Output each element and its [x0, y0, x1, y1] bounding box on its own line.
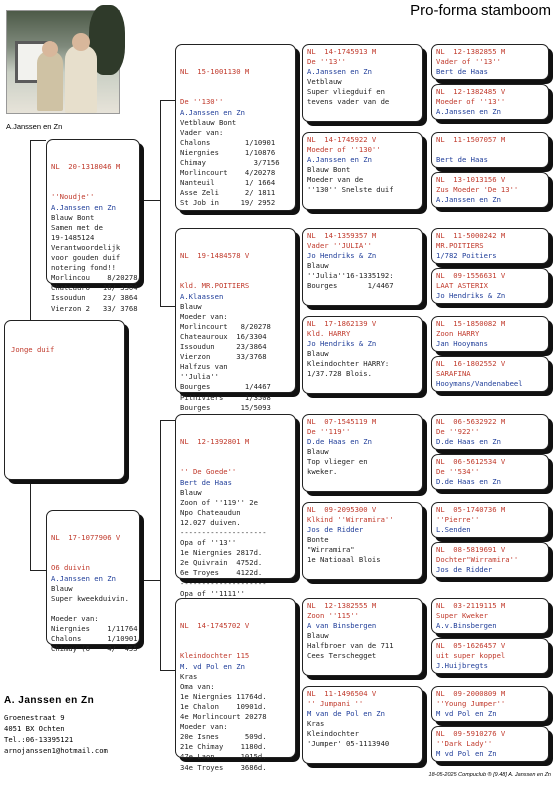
card-text-line: Samen met de — [51, 222, 103, 232]
card-text-line: De ''130'' — [180, 97, 224, 107]
card-text-line: '' De Goede'' — [180, 467, 237, 477]
ring-number: NL 11-1496504 V — [307, 689, 377, 698]
ring-number: NL 09-2000809 M — [436, 689, 506, 698]
owner-email[interactable]: arnojanssen1@hotmail.com — [4, 746, 108, 755]
card-text-line: Vader of ''13'' — [436, 57, 501, 67]
card-text-line: 19-1485124 — [51, 232, 95, 242]
card-text-line: Asse Zeli 2/ 1811 — [180, 188, 276, 198]
card-text-line: Zoon HARRY — [436, 329, 480, 339]
photo-caption: A.Janssen en Zn — [6, 122, 63, 131]
card-text-line: Bourges 1/4467 — [180, 382, 271, 392]
card-text-line: Kras — [180, 671, 198, 681]
card-text-line: Kld. HARRY — [307, 329, 351, 339]
card-text-line: Zus Moeder 'De 13'' — [436, 185, 519, 195]
pedigree-card-gggp[interactable] — [431, 414, 549, 450]
card-text-line: A.Janssen en Zn — [436, 195, 501, 205]
card-text-line: A.Janssen en Zn — [180, 107, 245, 117]
card-text-line: 2e Quivrain 4752d. — [180, 558, 263, 568]
card-text-line: 1e Chalon 10901d. — [180, 701, 267, 711]
card-text-line: D.de Haas en Zn — [307, 437, 372, 447]
ring-number: NL 07-1545119 M — [307, 417, 377, 426]
pedigree-card-grandmother-maternal[interactable] — [175, 598, 296, 772]
card-text-line: St Job in 19/ 2952 — [180, 198, 276, 208]
pedigree-card-gggp[interactable] — [431, 356, 549, 392]
card-text-line: Moeder of ''13'' — [436, 97, 506, 107]
card-text-line: Bourges 1/4467 — [307, 281, 394, 291]
card-text-line: Bert de Haas — [436, 155, 488, 165]
card-text-line: Blauw Bont — [51, 212, 95, 222]
card-text-line: Kld. MR.POITIERS — [180, 281, 250, 291]
pedigree-card-gggp[interactable] — [431, 44, 549, 80]
card-text-line: Pithiviers 1/3508 — [180, 392, 271, 402]
card-text-line: ''Noudje'' — [51, 192, 95, 202]
card-text-line: MR.POITIERS — [436, 241, 484, 251]
card-text-line: Blauw — [307, 631, 329, 641]
card-text-line: Vader van: — [180, 127, 224, 137]
card-text-line: A.Janssen en Zn — [307, 155, 372, 165]
pedigree-card-ggp[interactable] — [302, 686, 423, 764]
ring-number: NL 13-1013156 V — [436, 175, 506, 184]
card-text-line: Vierzon 2 33/ 3768 — [51, 303, 138, 313]
card-text-line: A.Janssen en Zn — [307, 67, 372, 77]
ring-number: NL 15-1850082 M — [436, 319, 506, 328]
ring-number: NL 12-1392801 M — [180, 437, 250, 447]
card-text-line: Nanteuil 1/ 1664 — [180, 178, 276, 188]
card-text-line: M van de Pol en Zn — [307, 709, 385, 719]
card-text-line: Moeder van de — [307, 175, 364, 185]
card-text-line: ''Julia''16-1335192: — [307, 271, 394, 281]
footer-stamp: 18-05-2025 Compuclub ® [9.48] A. Janssen en Zn — [428, 772, 551, 778]
connector-line — [160, 420, 175, 421]
card-text-line: Zoon of ''119'' 2e — [180, 497, 258, 507]
card-text-line: -------------------- — [180, 578, 267, 588]
card-text-line: A.Janssen en Zn — [51, 202, 116, 212]
card-text-line: Hooymans/Vandenabeel — [436, 379, 523, 389]
card-text-line: Jo Hendriks & Zn — [307, 251, 377, 261]
card-text-line: 1e Natioaal Blois — [307, 555, 381, 565]
card-text-line: "Wirramira" — [307, 545, 355, 555]
card-text-line: 1e Niergnies 11764d. — [180, 691, 267, 701]
card-text-line: M vd Pol en Zn — [436, 749, 497, 759]
card-text-line: De ''119'' — [307, 427, 351, 437]
card-text-line: ''Young Jumper'' — [436, 699, 506, 709]
card-text-line: Blauw — [180, 301, 202, 311]
connector-line — [160, 100, 161, 306]
ring-number: NL 03-2119115 M — [436, 601, 506, 610]
card-text-line: Jo Hendriks & Zn — [307, 339, 377, 349]
pedigree-card-ggp[interactable] — [302, 132, 423, 210]
connector-line — [30, 570, 46, 571]
ring-number: NL 16-1802552 V — [436, 359, 506, 368]
ring-number: NL 17-1077906 V — [51, 533, 121, 543]
card-text-line: Blauw Bont — [307, 165, 351, 175]
pedigree-card-ggp[interactable] — [302, 414, 423, 492]
card-text-line: Bonte — [307, 535, 329, 545]
card-text-line: Opa of ''1111'' — [180, 588, 245, 598]
card-text-line: Chateauro 16/ 3304 — [51, 283, 138, 293]
ring-number: NL 09-5910276 V — [436, 729, 506, 738]
card-text-line — [436, 145, 544, 155]
card-text-line: M. vd Pol en Zn — [180, 661, 245, 671]
card-text-line: Cees Terschegget — [307, 651, 377, 661]
ring-number: NL 15-1001130 M — [180, 67, 250, 77]
card-text-line: ''Julia'' — [180, 372, 219, 382]
connector-line — [30, 140, 46, 141]
card-text-line: D.de Haas en Zn — [436, 477, 501, 487]
ring-number: NL 05-1626457 V — [436, 641, 506, 650]
card-text-line: '' Jumpani '' — [307, 699, 364, 709]
card-text-line: kweker. — [307, 467, 338, 477]
card-text-line: Chimay (6 4/ 455 — [51, 644, 138, 654]
card-text-line: 34e Troyes 3686d. — [180, 762, 267, 772]
connector-line — [140, 200, 160, 201]
card-text-line: Kleindochter — [307, 729, 359, 739]
card-text-line: Morlincourt 4/20278 — [180, 168, 276, 178]
card-text-line: Kleindochter 115 — [180, 651, 250, 661]
card-text-line: Jos de Ridder — [307, 525, 364, 535]
ring-number: NL 12-1382555 M — [307, 601, 377, 610]
ring-number: NL 09-1556631 V — [436, 271, 506, 280]
connector-line — [160, 420, 161, 670]
pedigree-card-ggp[interactable] — [302, 502, 423, 580]
card-text-line: ''Pierre'' — [436, 515, 480, 525]
card-text-line: 'Jumper' 05-1113940 — [307, 739, 390, 749]
pedigree-card-ggp[interactable] — [302, 316, 423, 394]
card-text-line: Bourges 15/5093 — [180, 402, 271, 412]
connector-line — [30, 140, 31, 320]
card-text-line: Npo Chateaudun — [180, 507, 241, 517]
ring-number: NL 05-1740736 M — [436, 505, 506, 514]
pedigree-card-ggp[interactable] — [302, 598, 423, 676]
photo-person-left — [37, 51, 63, 111]
owner-photo — [6, 10, 120, 114]
card-text-line: A van Binsbergen — [307, 621, 377, 631]
card-text-line: Blauw — [307, 261, 329, 271]
ring-number: NL 14-1745922 V — [307, 135, 377, 144]
owner-address-line2: 4051 BX Ochten — [4, 724, 65, 733]
card-text-line: Niergnies 1/11764 — [51, 624, 138, 634]
card-text-line: ''Dark Lady'' — [436, 739, 493, 749]
card-text-line: D.de Haas en Zn — [436, 437, 501, 447]
pedigree-card-grandmother-paternal[interactable] — [175, 228, 296, 412]
card-text-line: 4e Morlincourt 20278 — [180, 712, 267, 722]
pedigree-card-mother[interactable] — [46, 510, 140, 654]
ring-number: NL 20-1318046 M — [51, 162, 121, 172]
pedigree-card-gggp[interactable] — [431, 638, 549, 674]
subject-card[interactable] — [4, 320, 125, 480]
card-text-line: Kras — [307, 719, 325, 729]
ring-number: NL 12-1382485 V — [436, 87, 506, 96]
card-text-line: Moeder van: — [180, 311, 228, 321]
card-text-line: notering fond!! — [51, 263, 116, 273]
page-title: Pro-forma stamboom — [410, 2, 551, 19]
card-text-line — [51, 604, 135, 614]
card-text-line: ''130'' Snelste duif — [307, 185, 394, 195]
card-text-line: Vierzon 33/3768 — [180, 352, 267, 362]
card-text-line: LAAT ASTERIX — [436, 281, 488, 291]
owner-name: A. Janssen en Zn — [4, 695, 95, 706]
pedigree-card-gggp[interactable] — [431, 726, 549, 762]
card-text-line: Chateauroux 16/3304 — [180, 331, 267, 341]
card-text-line: Moeder of ''130'' — [307, 145, 381, 155]
pedigree-card-gggp[interactable] — [431, 316, 549, 352]
card-text-line: Jan Hooymans — [436, 339, 488, 349]
card-text-line: Halfzus van — [180, 362, 228, 372]
photo-head-right — [72, 33, 90, 51]
card-text-line: Blauw — [307, 349, 329, 359]
card-text-line: Jo Hendriks & Zn — [436, 291, 506, 301]
card-text-line: Verantwoordelijk — [51, 242, 121, 252]
card-text-line: A.Janssen en Zn — [436, 107, 501, 117]
pedigree-card-gggp[interactable] — [431, 502, 549, 538]
photo-head-left — [42, 41, 58, 57]
card-text-line: A.Janssen en Zn — [51, 573, 116, 583]
pedigree-card-gggp[interactable] — [431, 172, 549, 208]
card-text-line: Kleindochter HARRY: — [307, 359, 390, 369]
card-text-line: Chimay 3/7156 — [180, 158, 280, 168]
subject-label: Jonge duif — [11, 345, 55, 355]
connector-line — [140, 580, 160, 581]
card-text-line: J.Huijbregts — [436, 661, 488, 671]
pedigree-card-gggp[interactable] — [431, 454, 549, 490]
card-text-line: 1e Niergnies 2817d. — [180, 548, 263, 558]
card-text-line: Super vliegduif en — [307, 87, 385, 97]
card-text-line: De ''922'' — [436, 427, 480, 437]
card-text-line: A.v.Binsbergen — [436, 621, 497, 631]
card-text-line: Bert de Haas — [180, 477, 232, 487]
card-text-line: Chalons 1/10901 — [180, 137, 276, 147]
card-text-line: Moeder van: — [51, 613, 99, 623]
card-text-line: M vd Pol en Zn — [436, 709, 497, 719]
card-text-line: Blauw — [307, 447, 329, 457]
card-text-line: Super kweekduivin. — [51, 593, 129, 603]
card-text-line: Top vlieger en — [307, 457, 368, 467]
card-text-line: Niergnies 1/10876 — [180, 147, 276, 157]
card-text-line: Morlincou 8/20278 — [51, 273, 138, 283]
card-text-line: Blauw — [180, 487, 202, 497]
pedigree-card-gggp[interactable] — [431, 132, 549, 168]
card-text-line: Klkind ''Wirramira'' — [307, 515, 394, 525]
card-text-line: tevens vader van de — [307, 97, 390, 107]
card-text-line: Bert de Haas — [436, 67, 488, 77]
card-text-line: Halfbroer van de 711 — [307, 641, 394, 651]
card-text-line: 6e Troyes 4122d. — [180, 568, 263, 578]
pedigree-card-gggp[interactable] — [431, 542, 549, 578]
card-text-line: voor gouden duif — [51, 253, 121, 263]
pedigree-card-gggp[interactable] — [431, 228, 549, 264]
owner-address-line1: Groenestraat 9 — [4, 713, 65, 722]
connector-line — [160, 306, 175, 307]
card-text-line: Vetblauw Bont — [180, 117, 237, 127]
card-text-line: De ''13'' — [307, 57, 346, 67]
card-text-line: uit super koppel — [436, 651, 506, 661]
card-text-line: Oma van: — [180, 681, 215, 691]
card-text-line: 12.027 duiven. — [180, 517, 241, 527]
ring-number: NL 12-1382855 M — [436, 47, 506, 56]
pedigree-card-gggp[interactable] — [431, 598, 549, 634]
card-text-line: Vetblauw — [307, 77, 342, 87]
card-text-line: Blauw — [51, 583, 73, 593]
card-text-line: Jos de Ridder — [436, 565, 493, 575]
ring-number: NL 14-1359357 M — [307, 231, 377, 240]
card-text-line: De ''534'' — [436, 467, 480, 477]
card-text-line: 1/782 Poitiers — [436, 251, 497, 261]
ring-number: NL 14-1745702 V — [180, 621, 250, 631]
ring-number: NL 09-2095300 V — [307, 505, 377, 514]
connector-line — [30, 480, 31, 570]
connector-line — [160, 100, 175, 101]
pedigree-card-grandfather-maternal[interactable] — [175, 414, 296, 598]
card-text-line: A.Klaassen — [180, 291, 224, 301]
card-text-line: 1/37.728 Blois. — [307, 369, 372, 379]
card-text-line: Super Kweker — [436, 611, 488, 621]
card-text-line: Chalons 1/10901 — [51, 634, 138, 644]
card-text-line: 47e Laon 1015d. — [180, 752, 267, 762]
card-text-line: Moeder van: — [180, 722, 228, 732]
ring-number: NL 17-1862139 V — [307, 319, 377, 328]
ring-number: NL 19-1484578 V — [180, 251, 250, 261]
card-text-line: Vader ''JULIA'' — [307, 241, 372, 251]
card-text-line: Opa of ''13'' — [180, 538, 237, 548]
card-text-line: 20e Isnes 509d. — [180, 732, 267, 742]
ring-number: NL 11-1507057 M — [436, 135, 506, 144]
connector-line — [160, 670, 175, 671]
card-text-line: O6 duivin — [51, 563, 90, 573]
ring-number: NL 08-5819691 V — [436, 545, 506, 554]
card-text-line: Zoon ''115'' — [307, 611, 359, 621]
ring-number: NL 11-5000242 M — [436, 231, 506, 240]
card-text-line: L.Senden — [436, 525, 471, 535]
ring-number: NL 06-5612534 V — [436, 457, 506, 466]
card-text-line: 21e Chimay 1180d. — [180, 742, 267, 752]
card-text-line: Morlincourt 8/20278 — [180, 321, 271, 331]
pedigree-card-gggp[interactable] — [431, 84, 549, 120]
card-text-line: Issoudun 23/ 3864 — [51, 293, 138, 303]
pedigree-card-father[interactable] — [46, 139, 140, 313]
ring-number: NL 06-5632922 M — [436, 417, 506, 426]
pedigree-card-grandfather-paternal[interactable] — [175, 44, 296, 211]
owner-block — [4, 695, 108, 756]
card-text-line: SARAFINA — [436, 369, 471, 379]
card-text-line: Issoudun 23/3864 — [180, 342, 267, 352]
owner-phone: Tel.:06-13395121 — [4, 735, 74, 744]
pedigree-card-ggp[interactable] — [302, 44, 423, 122]
card-text-line: Dochter"Wirramira'' — [436, 555, 519, 565]
photo-person-right — [65, 45, 97, 113]
pedigree-card-gggp[interactable] — [431, 686, 549, 722]
card-text-line: -------------------- — [180, 528, 267, 538]
ring-number: NL 14-1745913 M — [307, 47, 377, 56]
pedigree-card-ggp[interactable] — [302, 228, 423, 306]
pedigree-card-gggp[interactable] — [431, 268, 549, 304]
